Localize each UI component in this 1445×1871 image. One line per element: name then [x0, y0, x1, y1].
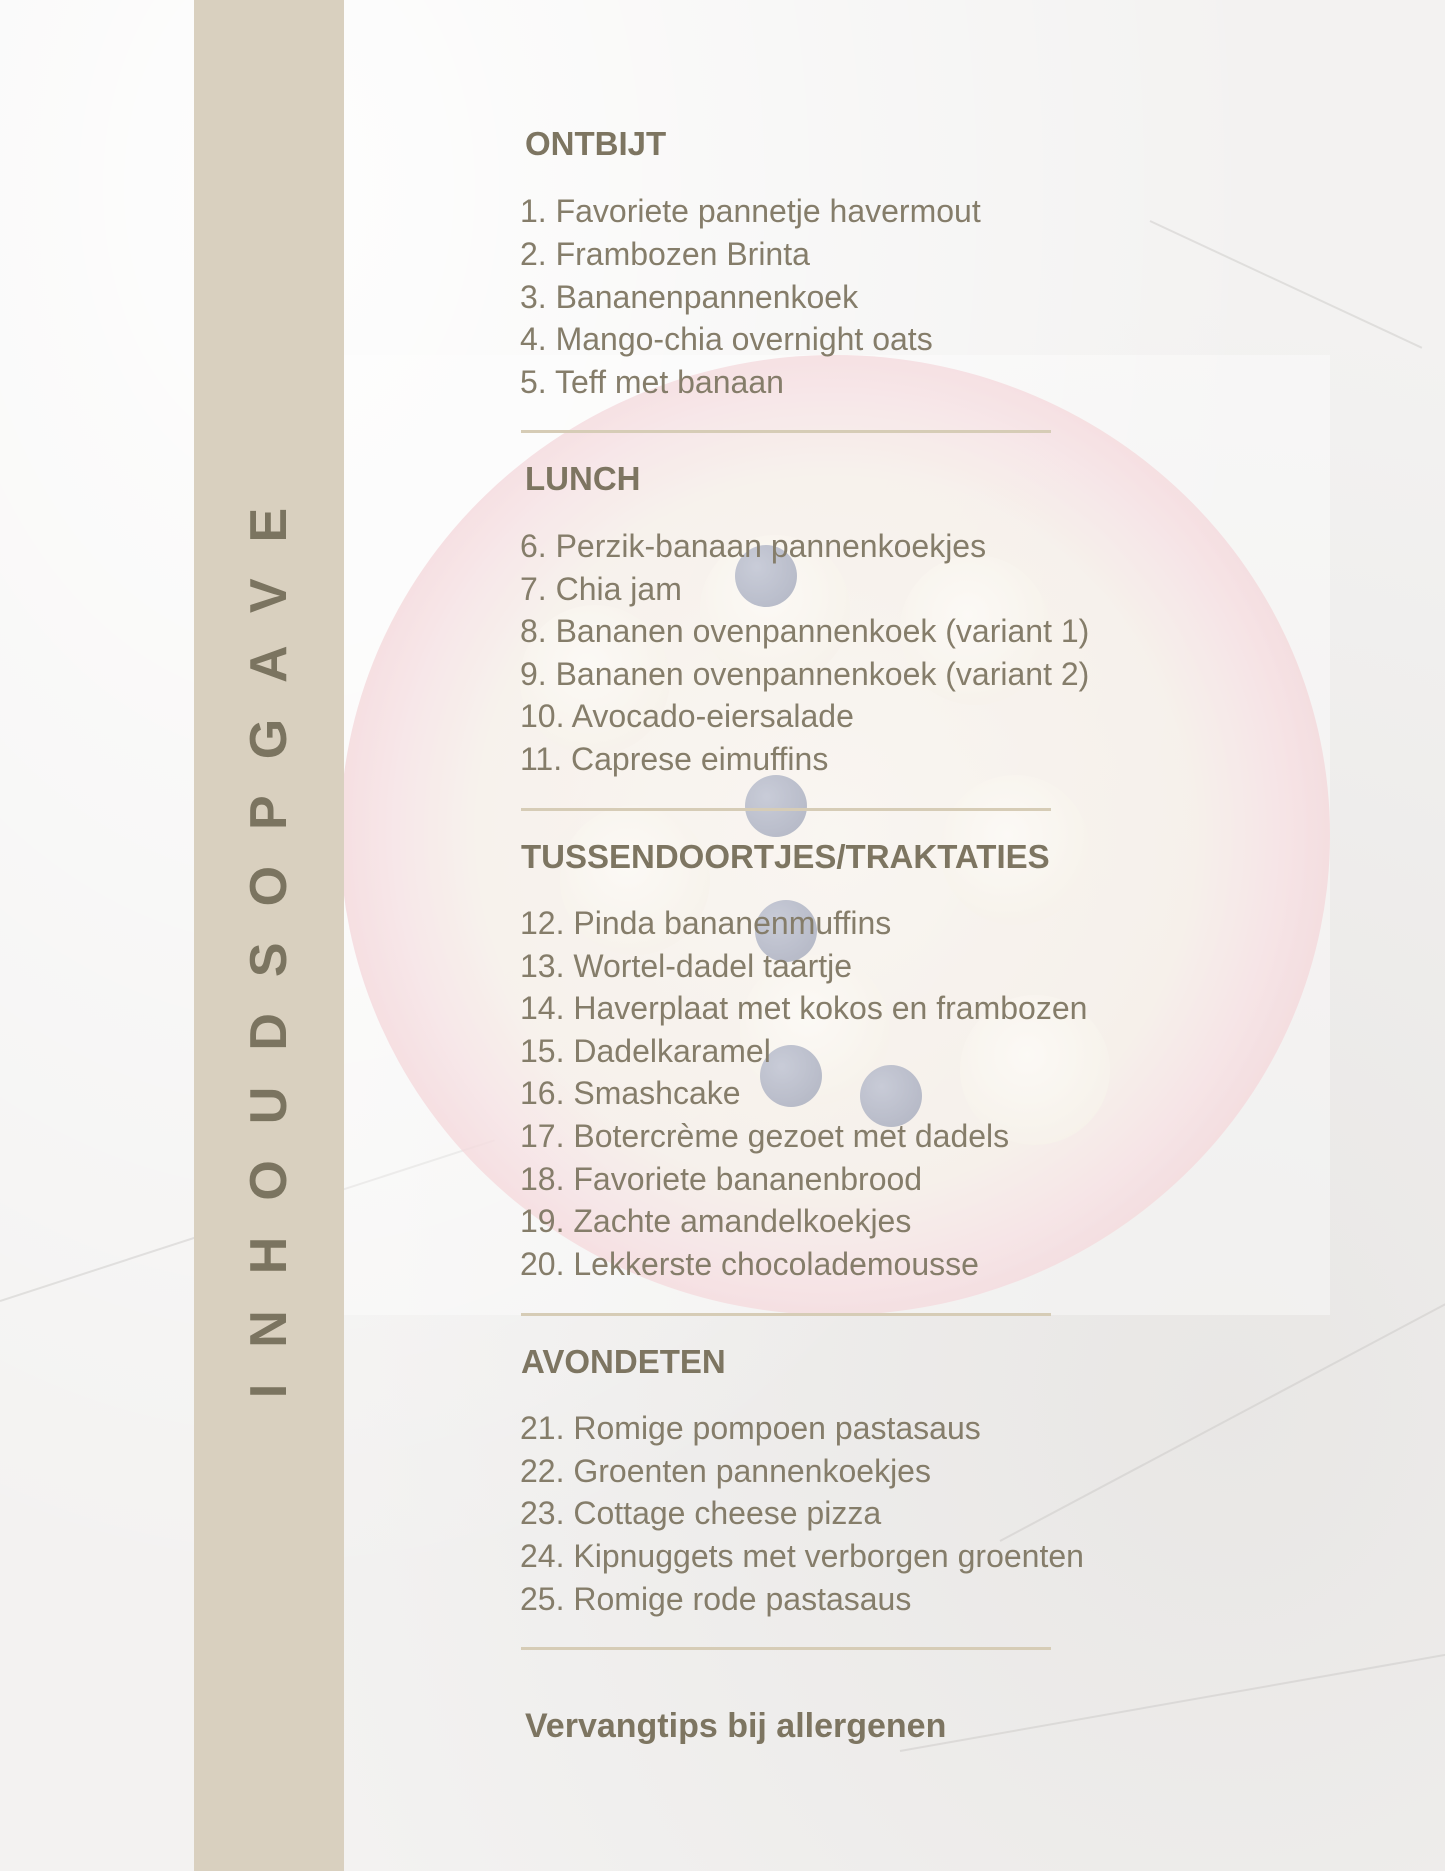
list-item: 23. Cottage cheese pizza [520, 1495, 882, 1531]
section-heading-ontbijt: ONTBIJT [525, 125, 667, 162]
list-item: 2. Frambozen Brinta [520, 236, 810, 272]
allergen-tips-heading: Vervangtips bij allergenen [525, 1707, 947, 1745]
list-item: 18. Favoriete bananenbrood [520, 1161, 923, 1197]
list-item: 10. Avocado-eiersalade [520, 698, 854, 734]
list-item: 19. Zachte amandelkoekjes [520, 1203, 912, 1239]
list-item: 6. Perzik-banaan pannenkoekjes [520, 528, 987, 564]
divider [521, 1647, 1051, 1650]
list-item: 22. Groenten pannenkoekjes [520, 1453, 931, 1489]
list-item: 13. Wortel-dadel taartje [520, 948, 853, 984]
list-item: 17. Botercrème gezoet met dadels [520, 1118, 1010, 1154]
list-item: 20. Lekkerste chocolademousse [520, 1246, 979, 1282]
list-item: 7. Chia jam [520, 571, 682, 607]
list-item: 21. Romige pompoen pastasaus [520, 1410, 981, 1446]
divider [521, 808, 1051, 811]
list-item: 12. Pinda bananenmuffins [520, 905, 892, 941]
list-item: 24. Kipnuggets met verborgen groenten [520, 1538, 1084, 1574]
vertical-title: INHOUDSOPGAVE [240, 471, 298, 1399]
list-item: 16. Smashcake [520, 1075, 741, 1111]
list-item: 3. Bananenpannenkoek [520, 279, 859, 315]
section-heading-avondeten: AVONDETEN [521, 1343, 726, 1380]
list-item: 1. Favoriete pannetje havermout [520, 193, 981, 229]
section-heading-tussendoortjes: TUSSENDOORTJES/TRAKTATIES [521, 838, 1050, 875]
divider [521, 1313, 1051, 1316]
list-item: 14. Haverplaat met kokos en frambozen [520, 990, 1088, 1026]
list-item: 9. Bananen ovenpannenkoek (variant 2) [520, 656, 1090, 692]
list-item: 15. Dadelkaramel [520, 1033, 771, 1069]
list-item: 11. Caprese eimuffins [520, 741, 829, 777]
list-item: 8. Bananen ovenpannenkoek (variant 1) [520, 613, 1090, 649]
list-item: 25. Romige rode pastasaus [520, 1581, 912, 1617]
list-item: 5. Teff met banaan [520, 364, 784, 400]
section-heading-lunch: LUNCH [525, 460, 641, 497]
divider [521, 430, 1051, 433]
list-item: 4. Mango-chia overnight oats [520, 321, 933, 357]
